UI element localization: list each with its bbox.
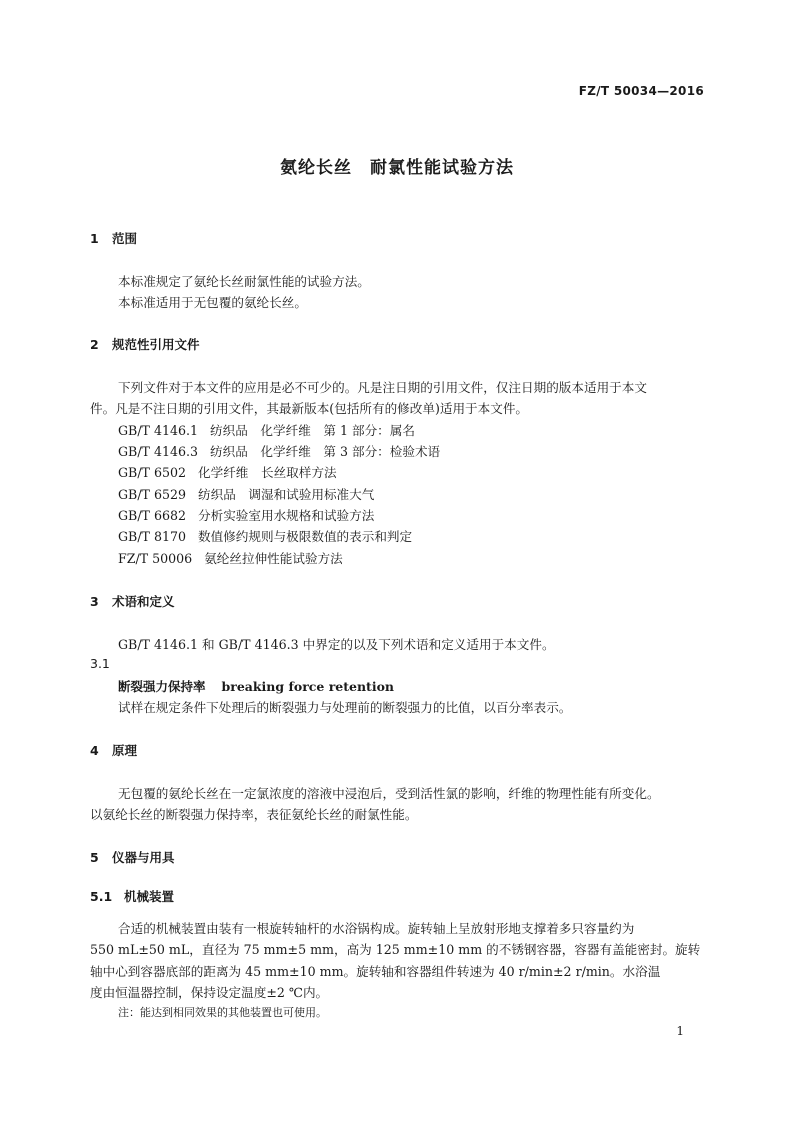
section-title: 规范性引用文件 [112,337,200,352]
paragraph: 本标准规定了氨纶长丝耐氯性能的试验方法。 [118,274,370,289]
reference-title: 分析实验室用水规格和试验方法 [198,508,375,523]
reference-code: GB/T 4146.3 [118,444,199,459]
section-title: 原理 [112,743,138,758]
reference-code: GB/T 6529 [118,487,187,502]
reference-item [118,548,343,567]
subsection-title: 机械装置 [124,889,175,904]
reference-item [118,462,337,481]
reference-code: GB/T 8170 [118,529,187,544]
reference-item [118,441,440,460]
reference-title: 化学纤维 长丝取样方法 [198,465,337,480]
reference-title: 纺织品 化学纤维 第 1 部分：属名 [210,423,415,438]
subsection-number: 5.1 [90,889,113,904]
term-entry [118,677,394,695]
standard-code: FZ/T 50034—2016 [578,84,704,98]
reference-item [118,420,415,439]
reference-title: 氨纶丝拉伸性能试验方法 [204,551,343,566]
section-number: 4 [90,743,99,758]
paragraph-continuation: 轴中心到容器底部的距离为 45 mm±10 mm。旋转轴和容器组件转速为 40 r/min±2 r/min。水浴温 [90,964,661,979]
reference-item [118,526,412,545]
reference-title: 数值修约规则与极限数值的表示和判定 [198,529,413,544]
paragraph: 合适的机械装置由装有一根旋转轴杆的水浴锅构成。旋转轴上呈放射形地支撑着多只容量约为 [118,921,635,936]
term-chinese: 断裂强力保持率 [118,679,206,694]
paragraph: GB/T 4146.1 和 GB/T 4146.3 中界定的以及下列术语和定义适用于本文件。 [118,637,555,652]
paragraph: 无包覆的氨纶长丝在一定氯浓度的溶液中浸泡后，受到活性氯的影响，纤维的物理性能有所变化。 [118,786,660,801]
reference-code: GB/T 4146.1 [118,423,199,438]
section-4-heading [90,741,137,759]
section-3-heading [90,592,175,610]
section-2-heading [90,335,200,353]
page-number: 1 [676,1024,684,1038]
paragraph: 本标准适用于无包覆的氨纶长丝。 [118,295,307,310]
term-english: breaking force retention [221,679,395,694]
paragraph-continuation: 件。凡是不注日期的引用文件，其最新版本(包括所有的修改单)适用于本文件。 [90,401,529,416]
term-definition: 试样在规定条件下处理后的断裂强力与处理前的断裂强力的比值，以百分率表示。 [118,700,572,715]
reference-code: GB/T 6682 [118,508,187,523]
document-title: 氨纶长丝 耐氯性能试验方法 [280,158,514,178]
section-number: 3 [90,594,99,609]
section-number: 5 [90,850,99,865]
reference-item [118,505,374,524]
section-number: 1 [90,231,99,246]
reference-code: FZ/T 50006 [118,551,193,566]
section-title: 范围 [112,231,138,246]
section-title: 仪器与用具 [112,850,175,865]
note: 注：能达到相同效果的其他装置也可使用。 [118,1006,327,1019]
paragraph-continuation: 550 mL±50 mL，直径为 75 mm±5 mm，高为 125 mm±10 mm 的不锈钢容器，容器有盖能密封。旋转 [90,942,701,957]
section-title: 术语和定义 [112,594,175,609]
reference-item [118,484,374,503]
term-number: 3.1 [90,656,110,671]
paragraph-continuation: 度由恒温器控制，保持设定温度±2 ℃内。 [90,985,329,1000]
paragraph-continuation: 以氨纶长丝的断裂强力保持率，表征氨纶长丝的耐氯性能。 [90,807,418,822]
paragraph: 下列文件对于本文件的应用是必不可少的。凡是注日期的引用文件，仅注日期的版本适用于本文 [118,380,647,395]
section-5-heading [90,848,175,866]
subsection-5-1-heading [90,887,174,905]
reference-title: 纺织品 化学纤维 第 3 部分：检验术语 [210,444,441,459]
reference-code: GB/T 6502 [118,465,187,480]
reference-title: 纺织品 调湿和试验用标准大气 [198,487,375,502]
section-1-heading [90,229,137,247]
section-number: 2 [90,337,99,352]
